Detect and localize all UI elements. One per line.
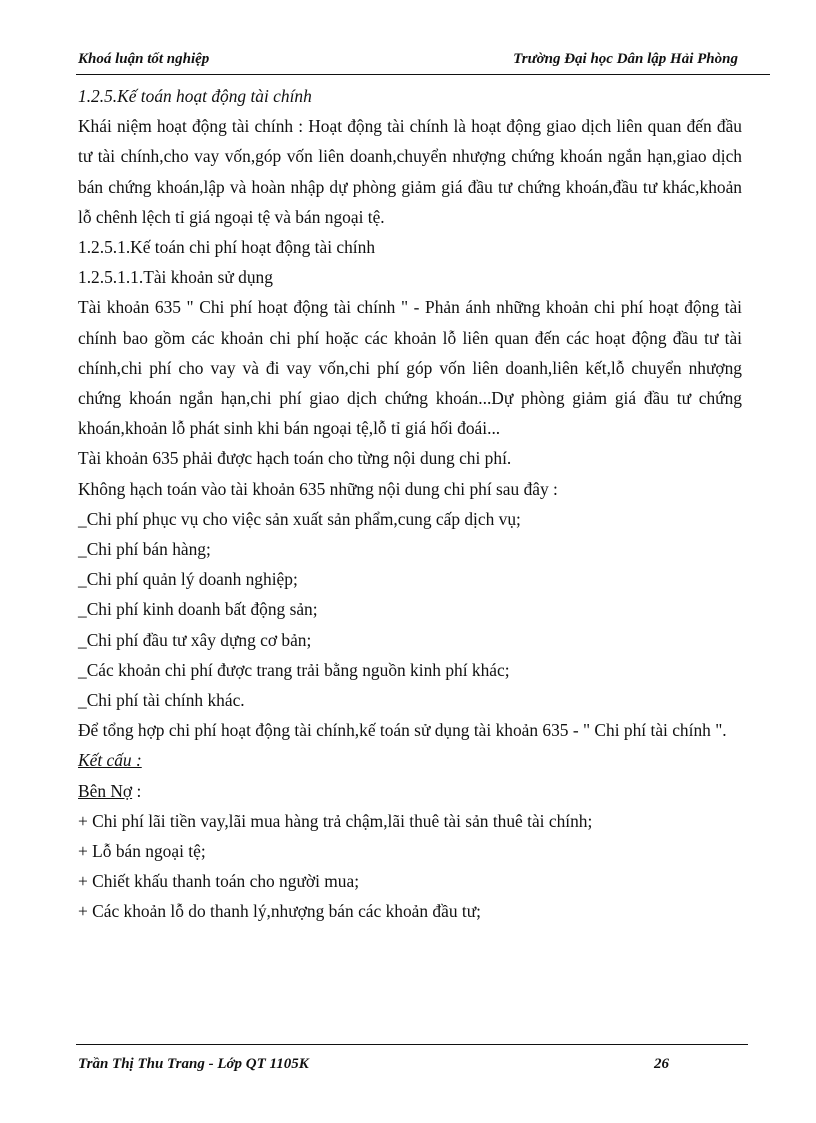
paragraph-account-635: Tài khoản 635 " Chi phí hoạt động tài chính " - Phản ánh những khoản chi phí hoạt động tài chính bao gồm các khoản chi phí hoặc các khoản lỗ liên quan đến các hoạt động đầu tư tài chính,chi phí cho vay và đi vay vốn,chi phí góp vốn liên doanh,liên kết,lỗ chuyển nhượng chứng khoán ngắn hạn,chi phí giao dịch chứng khoán...Dự phòng giảm giá đầu tư chứng khoán,khoản lỗ phát sinh khi bán ngoại tệ,lỗ tỉ giá hối đoái... <box>78 297 742 439</box>
debit-label: Bên Nợ <box>78 780 133 801</box>
paragraph-accounting-rule: Tài khoản 635 phải được hạch toán cho từng nội dung chi phí. <box>78 448 512 469</box>
debit-item: + Lỗ bán ngoại tệ; <box>78 841 206 862</box>
paragraph-exclusion-intro: Không hạch toán vào tài khoản 635 những nội dung chi phí sau đây : <box>78 478 558 499</box>
debit-item: + Chiết khấu thanh toán cho người mua; <box>78 871 360 892</box>
exclusion-item: _Chi phí kinh doanh bất động sản; <box>78 599 318 620</box>
header-right: Trường Đại học Dân lập Hải Phòng <box>513 51 738 67</box>
structure-label: Kết cấu : <box>78 750 142 771</box>
header-rule <box>76 74 770 75</box>
subsubsection-title: 1.2.5.1.1.Tài khoản sử dụng <box>78 267 273 288</box>
page-number: 26 <box>654 1056 669 1072</box>
section-title: 1.2.5.Kế toán hoạt động tài chính <box>78 86 312 106</box>
paragraph-summary: Để tổng hợp chi phí hoạt động tài chính,kế toán sử dụng tài khoản 635 - " Chi phí tài chính ". <box>78 720 727 741</box>
header-left: Khoá luận tốt nghiệp <box>78 51 210 67</box>
page-content <box>78 81 742 927</box>
subsection-title: 1.2.5.1.Kế toán chi phí hoạt động tài chính <box>78 237 376 258</box>
page-header <box>78 46 738 68</box>
exclusion-item: _Chi phí bán hàng; <box>78 539 211 560</box>
footer-rule <box>76 1044 748 1045</box>
exclusion-item: _Chi phí đầu tư xây dựng cơ bản; <box>78 629 312 650</box>
exclusion-item: _Chi phí phục vụ cho việc sản xuất sản phẩm,cung cấp dịch vụ; <box>78 508 521 529</box>
exclusion-item: _Chi phí tài chính khác. <box>78 690 245 711</box>
debit-colon: : <box>132 780 142 801</box>
exclusion-item: _Chi phí quản lý doanh nghiệp; <box>78 569 298 590</box>
footer-author: Trần Thị Thu Trang - Lớp QT 1105K <box>78 1056 309 1072</box>
debit-heading <box>78 776 742 806</box>
debit-item: + Chi phí lãi tiền vay,lãi mua hàng trả chậm,lãi thuê tài sản thuê tài chính; <box>78 810 593 831</box>
paragraph-definition: Khái niệm hoạt động tài chính : Hoạt động tài chính là hoạt động giao dịch liên quan đến đầu tư tài chính,cho vay vốn,góp vốn liên doanh,chuyển nhượng chứng khoán ngắn hạn,giao dịch bán chứng khoán,lập và hoàn nhập dự phòng giảm giá đầu tư chứng khoán,đầu tư khác,khoản lỗ chênh lệch tỉ giá ngoại tệ và bán ngoại tệ. <box>78 116 742 227</box>
debit-item: + Các khoản lỗ do thanh lý,nhượng bán các khoản đầu tư; <box>78 901 481 922</box>
exclusion-item: _Các khoản chi phí được trang trải bằng nguồn kinh phí khác; <box>78 659 510 680</box>
